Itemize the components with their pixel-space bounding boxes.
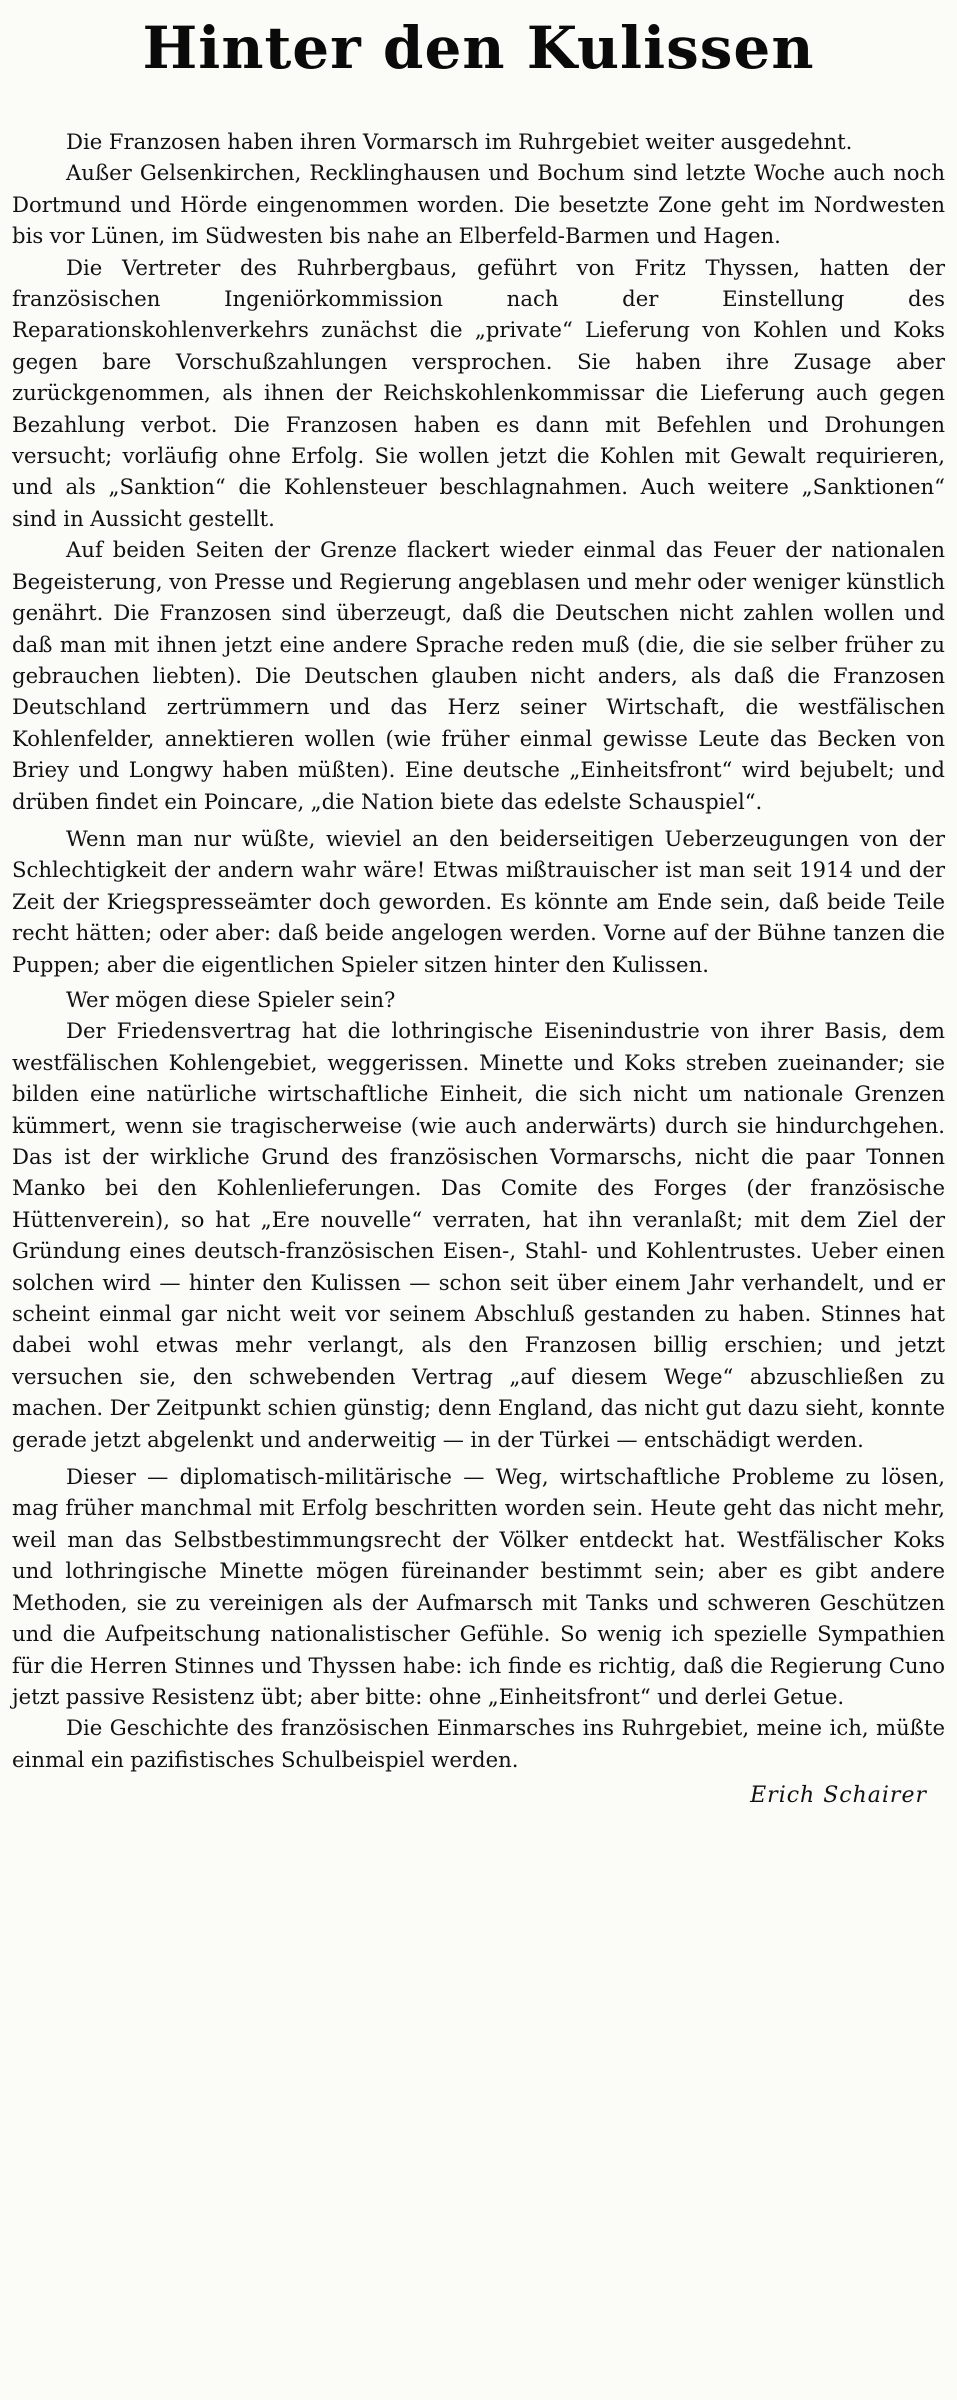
article-paragraph-8: Die Geschichte des französischen Einmarsches ins Ruhrgebiet, meine ich, müßte einmal ein pazifistisches Schulbeispiel werden. bbox=[12, 1715, 945, 1772]
article-paragraph-5: Wenn man nur wüßte, wieviel an den beiderseitigen Ueberzeugungen von der Schlechtigkeit der andern wahr wäre! Etwas mißtrauischer ist man seit 1914 und der Zeit der Kriegspresseämter doch geworden. Es könnte am Ende sein, daß beide Teile recht hätten; oder aber: daß beide angelogen werden. Vorne auf der Bühne tanzen die Puppen; aber die eigentlichen Spieler sitzen hinter den Kulissen. bbox=[12, 825, 945, 977]
article-question: Wer mögen diese Spieler sein? bbox=[66, 986, 396, 1012]
article-paragraph-7: Dieser — diplomatisch-militärische — Weg, wirtschaftliche Probleme zu lösen, mag früher manchmal mit Erfolg beschritten worden sein. Heute geht das nicht mehr, weil man das Selbstbestimmungsrecht der Völker entdeckt hat. Westfälischer Koks und lothringische Minette mögen füreinander bestimmt sein; aber es gibt andere Methoden, sie zu vereinigen als der Aufmarsch mit Tanks und schweren Geschützen und die Aufpeitschung nationalistischer Gefühle. So wenig ich spezielle Sympathien für die Herren Stinnes und Thyssen habe: ich finde es richtig, daß die Regierung Cuno jetzt passive Resistenz übt; aber bitte: ohne „Einheitsfront“ und derlei Getue. bbox=[12, 1464, 945, 1709]
article-title: Hinter den Kulissen bbox=[142, 14, 815, 82]
article-paragraph-4: Auf beiden Seiten der Grenze flackert wieder einmal das Feuer der nationalen Begeisterung, von Presse und Regierung angeblasen und mehr oder weniger künstlich genährt. Die Franzosen sind überzeugt, daß die Deutschen nicht zahlen wollen und daß man mit ihnen jetzt eine andere Sprache reden muß (die, die sie selber früher zu gebrauchen liebten). Die Deutschen glauben nicht anders, als daß die Franzosen Deutschland zertrümmern und das Herz seiner Wirtschaft, die westfälischen Kohlenfelder, annektieren wollen (wie früher einmal gewisse Leute das Becken von Briey und Longwy haben müßten). Eine deutsche „Einheitsfront“ wird bejubelt; und drüben findet ein Poincare, „die Nation biete das edelste Schauspiel“. bbox=[12, 537, 945, 814]
article-body bbox=[12, 126, 945, 1775]
article-paragraph-6: Der Friedensvertrag hat die lothringische Eisenindustrie von ihrer Basis, dem westfälischen Kohlengebiet, weggerissen. Minette und Koks streben zueinander; sie bilden eine natürliche wirtschaftliche Einheit, die sich nicht um nationale Grenzen kümmert, wenn sie tragischerweise (wie auch anderwärts) durch sie hindurchgehen. Das ist der wirkliche Grund des französischen Vormarschs, nicht die paar Tonnen Manko bei den Kohlenlieferungen. Das Comite des Forges (der französische Hüttenverein), so hat „Ere nouvelle“ verraten, hat ihn veranlaßt; mit dem Ziel der Gründung eines deutsch-französischen Eisen-, Stahl- und Kohlentrustes. Ueber einen solchen wird — hinter den Kulissen — schon seit über einem Jahr verhandelt, und er scheint einmal gar nicht weit vor seinem Abschluß gestanden zu haben. Stinnes hat dabei wohl etwas mehr verlangt, als den Franzosen billig erschien; und jetzt versuchen sie, den schwebenden Vertrag „auf diesem Wege“ abzuschließen zu machen. Der Zeitpunkt schien günstig; denn England, das nicht gut dazu sieht, konnte gerade jetzt abgelenkt und anderweitig — in der Türkei — entschädigt werden. bbox=[12, 1018, 945, 1452]
article-paragraph-1: Die Franzosen haben ihren Vormarsch im Ruhrgebiet weiter ausgedehnt. bbox=[66, 129, 853, 154]
article-paragraph-3: Die Vertreter des Ruhrbergbaus, geführt von Fritz Thyssen, hatten der französischen Ingeniörkommission nach der Einstellung des Reparationskohlenverkehrs zunächst die „private“ Lieferung von Kohlen und Koks gegen bare Vorschußzahlungen versprochen. Sie haben ihre Zusage aber zurückgenommen, als ihnen der Reichskohlenkommissar die Lieferung auch gegen Bezahlung verbot. Die Franzosen haben es dann mit Befehlen und Drohungen versucht; vorläufig ohne Erfolg. Sie wollen jetzt die Kohlen mit Gewalt requirieren, und als „Sanktion“ die Kohlensteuer beschlagnahmen. Auch weitere „Sanktionen“ sind in Aussicht gestellt. bbox=[12, 254, 945, 531]
article-paragraph-2: Außer Gelsenkirchen, Recklinghausen und Bochum sind letzte Woche auch noch Dortmund und Hörde eingenommen worden. Die besetzte Zone geht im Nordwesten bis vor Lünen, im Südwesten bis nahe an Elberfeld-Barmen und Hagen. bbox=[12, 160, 945, 249]
author-byline: Erich Schairer bbox=[750, 1783, 927, 1809]
